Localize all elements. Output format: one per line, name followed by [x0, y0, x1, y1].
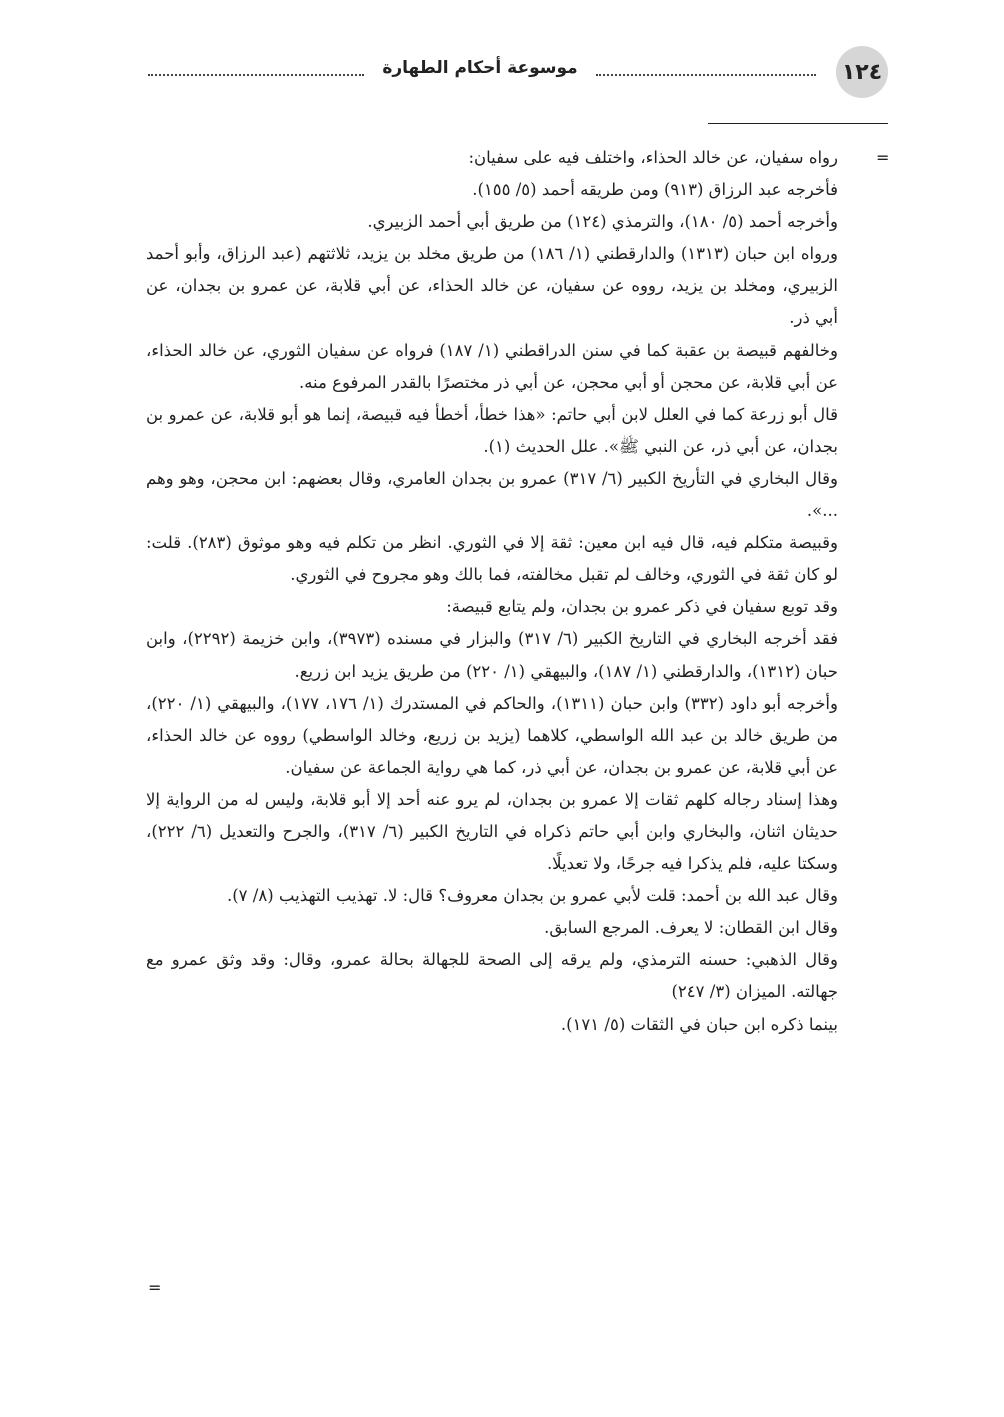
paragraph: وقال الذهبي: حسنه الترمذي، ولم يرقه إلى الصحة للجهالة بحالة عمرو، وقال: وقد وثق عمرو مع جهالته. الميزان (٣/ ٢٤٧) — [146, 950, 838, 1002]
paragraph: فأخرجه عبد الرزاق (٩١٣) ومن طريقه أحمد (٥/ ١٥٥). — [472, 180, 838, 200]
paragraph: قال أبو زرعة كما في العلل لابن أبي حاتم: «هذا خطأ، أخطأ فيه قبيصة، إنما هو أبو قلابة، عن عمرو بن بجدان، عن أبي ذر، عن النبي ﷺ». علل الحديث (١). — [146, 404, 838, 456]
paragraph: ورواه ابن حبان (١٣١٣) والدارقطني (١/ ١٨٦) من طريق مخلد بن يزيد، ثلاثتهم (عبد الرزاق، وأبو أحمد الزبيري، ومخلد بن يزيد، رووه عن سفيان، عن خالد الحذاء، عن أبي قلابة، عن عمرو بن بجدان، عن أبي ذر. — [146, 244, 838, 328]
continuation-mark-top: = — [876, 148, 890, 167]
paragraph: وخالفهم قبيصة بن عقبة كما في سنن الدراقطني (١/ ١٨٧) فرواه عن سفيان الثوري، عن خالد الحذاء، عن أبي قلابة، عن محجن أو أبي محجن، عن أبي ذر مختصرًا بالقدر المرفوع منه. — [146, 340, 838, 392]
footnote-separator — [708, 123, 888, 124]
footnote-body — [146, 142, 838, 1041]
paragraph: وأخرجه أبو داود (٣٣٢) وابن حبان (١٣١١)، والحاكم في المستدرك (١/ ١٧٦، ١٧٧)، والبيهقي (١/ ٢٢٠)، من طريق خالد بن عبد الله الواسطي، كلاهما (يزيد بن زريع، وخالد الواسطي) رووه عن خالد الحذاء، عن أبي قلابة، عن عمرو بن بجدان، عن أبي ذر، كما هي رواية الجماعة عن سفيان. — [146, 693, 838, 777]
paragraph: رواه سفيان، عن خالد الحذاء، واختلف فيه على سفيان: — [468, 148, 838, 167]
page-number-badge — [836, 46, 888, 98]
paragraph: وأخرجه أحمد (٥/ ١٨٠)، والترمذي (١٢٤) من طريق أبي أحمد الزبيري. — [367, 212, 838, 232]
paragraph: وقال ابن القطان: لا يعرف. المرجع السابق. — [544, 918, 838, 938]
paragraph: وهذا إسناد رجاله كلهم ثقات إلا عمرو بن بجدان، لم يرو عنه أحد إلا أبو قلابة، وليس له من الرواية إلا حديثان اثنان، والبخاري وابن أبي حاتم ذكراه في التاريخ الكبير (٦/ ٣١٧)، والجرح والتعديل (٦/ ٢٢٢)، وسكتا عليه، فلم يذكرا فيه جرحًا، ولا تعديلًا. — [146, 789, 839, 874]
header-dotted-rule-right — [596, 62, 816, 76]
header-dotted-rule-left — [148, 62, 364, 76]
continuation-mark-bottom: = — [148, 1278, 162, 1297]
page-number: ١٢٤ — [841, 59, 883, 85]
paragraph: وقد توبع سفيان في ذكر عمرو بن بجدان، ولم يتابع قبيصة: — [446, 597, 838, 617]
running-header-title: موسوعة أحكام الطهارة — [382, 58, 578, 78]
paragraph: وقال البخاري في التأريخ الكبير (٦/ ٣١٧) عمرو بن بجدان العامري، وقال بعضهم: ابن محجن، وهو وهم ...». — [146, 468, 838, 521]
paragraph: فقد أخرجه البخاري في التاريخ الكبير (٦/ ٣١٧) والبزار في مسنده (٣٩٧٣)، وابن خزيمة (٢٢٩٢)، وابن حبان (١٣١٢)، والدارقطني (١/ ١٨٧)، والبيهقي (١/ ٢٢٠) من طريق يزيد ابن زريع. — [146, 629, 838, 681]
paragraph: بينما ذكره ابن حبان في الثقات (٥/ ١٧١). — [560, 1014, 838, 1034]
paragraph: وقبيصة متكلم فيه، قال فيه ابن معين: ثقة إلا في الثوري. انظر من تكلم فيه وهو موثوق (٢٨٣). قلت: لو كان ثقة في الثوري، وخالف لم تقبل مخالفته، فما بالك وهو مجروح في الثوري. — [146, 533, 838, 585]
paragraph: وقال عبد الله بن أحمد: قلت لأبي عمرو بن بجدان معروف؟ قال: لا. تهذيب التهذيب (٨/ ٧). — [226, 886, 838, 906]
